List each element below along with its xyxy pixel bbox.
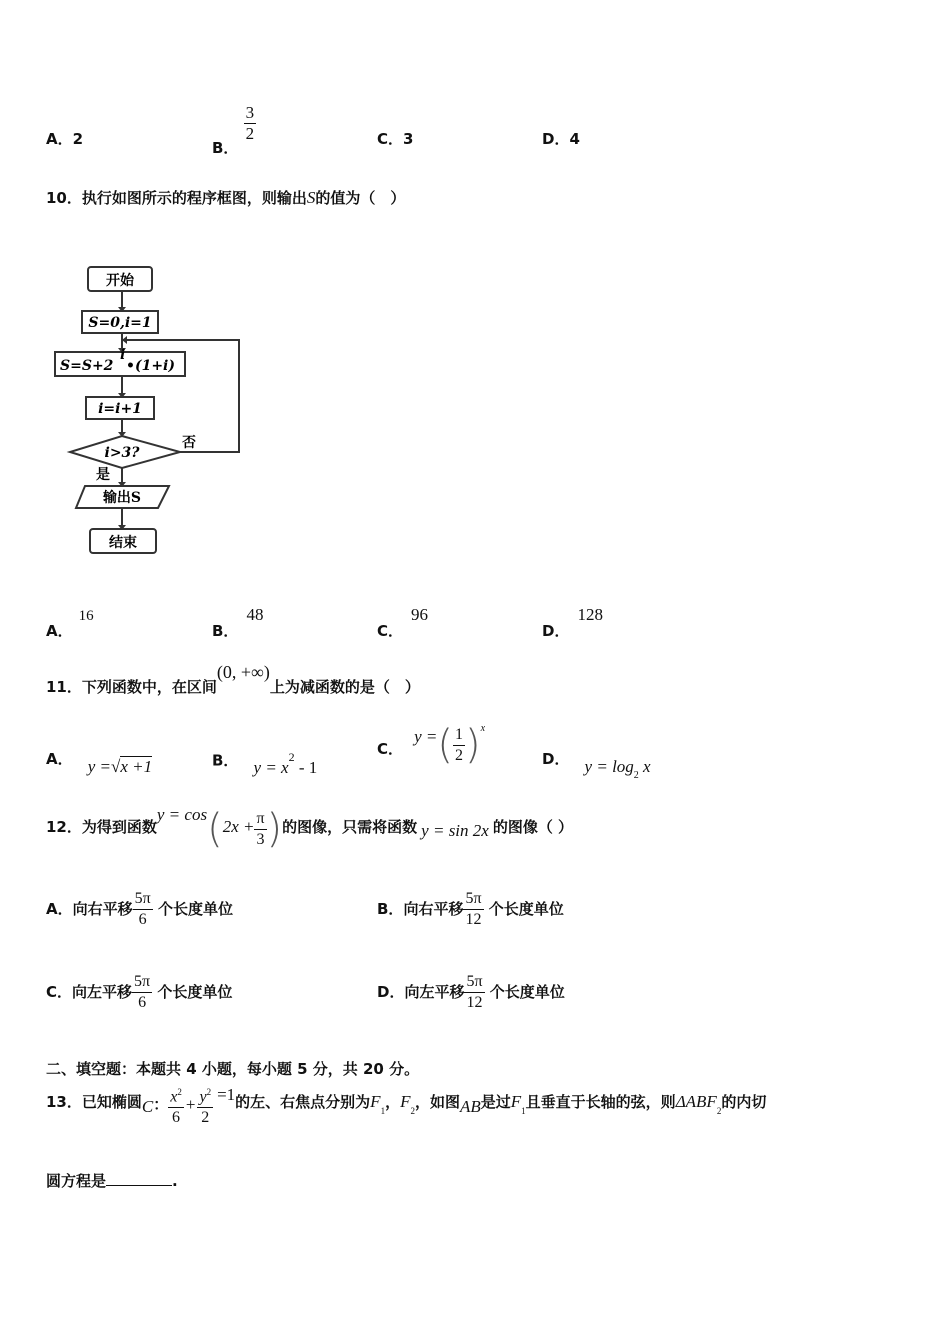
right-paren-icon: ): [266, 806, 283, 852]
q13-f1b: F: [510, 1091, 522, 1111]
q11-stem-b: 上为减函数的是（ ）: [269, 678, 420, 696]
left-paren-icon: (: [437, 722, 453, 768]
flow-no-label: 否: [182, 435, 196, 451]
q12-d-numerator: 5π: [464, 972, 484, 993]
q9-option-c: [377, 128, 413, 149]
q12-option-d: [377, 972, 565, 1013]
q11-b-exponent: 2: [288, 750, 295, 764]
q9-option-d: [542, 128, 580, 149]
q11-c-fraction: [453, 725, 465, 766]
q10-option-c: [377, 604, 429, 640]
q11-interval: (0, +∞): [216, 662, 270, 682]
q13-x-exponent: 2: [177, 1087, 182, 1097]
q11-b-tail: - 1: [294, 758, 318, 778]
q10-option-b-label: B．: [212, 622, 239, 640]
q12-a-denominator: 6: [138, 911, 147, 928]
q13-end: .: [172, 1172, 178, 1190]
q13-ab: AB: [459, 1096, 481, 1116]
q9-option-b: [212, 103, 256, 157]
q13-triangle-sub: 2: [716, 1105, 722, 1116]
q13-f1-sub: 1: [380, 1105, 386, 1116]
q11-option-d: [542, 748, 651, 782]
flow-init-text: S=0,i=1: [88, 315, 152, 331]
q13-x-numerator: x: [170, 1088, 178, 1106]
q13-text-4: 是过: [480, 1092, 511, 1111]
q12-c-denominator: 6: [138, 994, 147, 1011]
q10-option-b: [212, 604, 264, 640]
q12-option-b-label: B．: [377, 900, 404, 918]
q13-x-denominator: 6: [172, 1109, 181, 1127]
q10-stem: [46, 187, 405, 208]
q12-f1-fraction: [254, 809, 266, 850]
q11-c-lhs: y =: [414, 726, 438, 746]
q13-line2-text: 圆方程是: [46, 1172, 107, 1190]
q13-f2: F: [400, 1091, 411, 1111]
q11-option-d-label: D．: [542, 750, 570, 768]
q12-number: 12．: [46, 817, 82, 836]
flow-end-text: 结束: [109, 535, 137, 551]
flow-update-text-a: S=S+2: [60, 358, 114, 374]
q13-equals-one: =1: [217, 1084, 236, 1104]
q10-option-c-label: C．: [377, 622, 404, 640]
q9-option-c-label: C．: [377, 130, 404, 148]
q12-stem-a: 为得到函数: [81, 817, 157, 836]
q13-text-6: 的内切: [721, 1092, 767, 1111]
q12-option-b-pre: 向右平移: [403, 900, 464, 918]
q12-option-b: [377, 889, 564, 930]
q11-option-a-label: A．: [46, 750, 73, 768]
q13-y-fraction: [197, 1082, 213, 1128]
q13-text-5: 且垂直于长轴的弦，则: [525, 1092, 676, 1111]
q11-option-b-label: B．: [212, 751, 239, 770]
q11-c-exponent: x: [480, 723, 486, 735]
q11-b-lhs: y = x: [253, 758, 289, 778]
q9-option-c-value: 3: [403, 130, 414, 148]
q12-stem-c: 的图像（ ）: [492, 817, 574, 836]
q11-option-a: [46, 748, 153, 776]
q11-d-lhs: y = log: [584, 757, 634, 776]
q12-f1-lhs: y = cos: [156, 804, 208, 824]
q12-f2: y = sin 2x: [421, 820, 489, 840]
q12-option-d-pre: 向左平移: [404, 983, 465, 1001]
right-paren-icon: ): [465, 722, 481, 768]
q10-option-d-value: 128: [577, 605, 603, 624]
q10-flowchart: [40, 255, 260, 575]
left-paren-icon: (: [207, 806, 223, 852]
sqrt-icon: √: [110, 757, 121, 776]
q12-f1-numerator: π: [254, 809, 266, 830]
q9-option-d-value: 4: [569, 130, 580, 148]
q10-var: S: [306, 188, 316, 207]
q12-option-c: [46, 972, 232, 1013]
flow-increment-text: i=i+1: [98, 401, 142, 417]
q13-stem: [46, 1082, 766, 1128]
q9-option-b-label: B．: [212, 139, 239, 157]
q10-option-c-value: 96: [411, 605, 429, 624]
q10-stem-b: 的值为（ ）: [315, 189, 406, 207]
q11-option-c-label: C．: [377, 739, 404, 758]
q13-y-denominator: 2: [201, 1109, 210, 1127]
q9-option-d-label: D．: [542, 130, 570, 148]
q12-option-d-fraction: [464, 972, 484, 1013]
q11-a-radicand: x +1: [120, 757, 153, 776]
q12-stem-b: 的图像，只需将函数: [282, 817, 418, 836]
q13-colon: ：: [153, 1095, 169, 1114]
q12-stem: [46, 806, 573, 852]
q12-option-d-label: D．: [377, 983, 405, 1001]
q13-y-exponent: 2: [206, 1087, 212, 1097]
q13-f1b-sub: 1: [521, 1105, 526, 1116]
q13-triangle: ΔABF: [675, 1091, 717, 1111]
q13-comma: ，: [385, 1092, 401, 1111]
section-2-title: 二、填空题：本题共 4 小题，每小题 5 分，共 20 分。: [46, 1060, 420, 1078]
q11-number: 11．: [46, 678, 82, 696]
q9-b-numerator: 3: [245, 103, 255, 122]
flow-output-text: 输出S: [102, 490, 142, 506]
q9-option-a-value: 2: [72, 130, 84, 148]
flow-start-text: 开始: [106, 273, 134, 289]
q10-option-a: [46, 604, 94, 640]
flow-update-text-b: •(1+i): [126, 358, 175, 374]
flow-condition-text: i>3?: [104, 445, 140, 461]
q9-option-b-fraction: [244, 103, 257, 144]
q9-option-a: [46, 128, 83, 149]
q13-answer-blank[interactable]: [106, 1185, 172, 1186]
q13-x-fraction: [168, 1082, 184, 1128]
q12-option-c-label: C．: [46, 983, 73, 1001]
q10-option-b-value: 48: [246, 605, 264, 624]
q11-d-subscript: 2: [633, 770, 639, 782]
q12-option-c-pre: 向左平移: [72, 983, 133, 1001]
q12-option-a-label: A．: [46, 900, 73, 918]
q12-b-numerator: 5π: [463, 889, 483, 910]
q13-c: C: [141, 1096, 154, 1116]
q13-f1: F: [370, 1091, 381, 1111]
q12-option-c-fraction: [132, 972, 152, 1013]
q11-stem-a: 下列函数中，在区间: [81, 678, 217, 696]
q9-option-a-label: A．: [46, 130, 73, 148]
q13-number: 13．: [46, 1092, 82, 1111]
flow-yes-label: 是: [96, 467, 110, 483]
q11-c-denominator: 2: [455, 746, 463, 764]
q10-option-a-label: A．: [46, 622, 73, 640]
q11-option-c: [377, 722, 485, 768]
q12-option-a-post: 个长度单位: [157, 900, 233, 918]
q12-option-a: [46, 889, 233, 930]
q13-f2-sub: 2: [410, 1105, 415, 1116]
q12-a-numerator: 5π: [133, 889, 153, 910]
q13-text-3: ，如图: [414, 1092, 460, 1111]
q12-f1-inner: 2x +: [222, 816, 255, 836]
q12-option-c-post: 个长度单位: [157, 983, 233, 1001]
q13-line-2: [46, 1170, 178, 1191]
q11-option-b: [212, 748, 318, 778]
q11-d-var: x: [638, 757, 651, 776]
q11-c-numerator: 1: [453, 725, 465, 746]
q12-b-denominator: 12: [465, 911, 482, 928]
q11-a-lhs: y =: [87, 757, 111, 776]
q12-d-denominator: 12: [466, 994, 483, 1011]
q10-option-a-value: 16: [78, 608, 94, 624]
q10-stem-a: 执行如图所示的程序框图，则输出: [81, 189, 307, 207]
q12-option-a-fraction: [133, 889, 153, 930]
flow-update-exponent: i: [120, 347, 126, 363]
q12-option-b-post: 个长度单位: [488, 900, 564, 918]
q13-text-2: 的左、右焦点分别为: [235, 1092, 371, 1111]
q10-option-d: [542, 604, 603, 640]
q12-option-b-fraction: [463, 889, 483, 930]
q13-plus: +: [185, 1094, 196, 1114]
q12-f1-denominator: 3: [256, 830, 265, 848]
q12-option-d-post: 个长度单位: [489, 983, 565, 1001]
q11-stem: [46, 662, 420, 696]
q9-b-denominator: 2: [245, 124, 255, 143]
q10-option-d-label: D．: [542, 622, 570, 640]
q12-c-numerator: 5π: [132, 972, 152, 993]
q10-number: 10．: [46, 189, 82, 207]
q12-option-a-pre: 向右平移: [72, 900, 133, 918]
q13-y-numerator: y: [199, 1088, 207, 1106]
q13-text-1: 已知椭圆: [81, 1092, 142, 1111]
